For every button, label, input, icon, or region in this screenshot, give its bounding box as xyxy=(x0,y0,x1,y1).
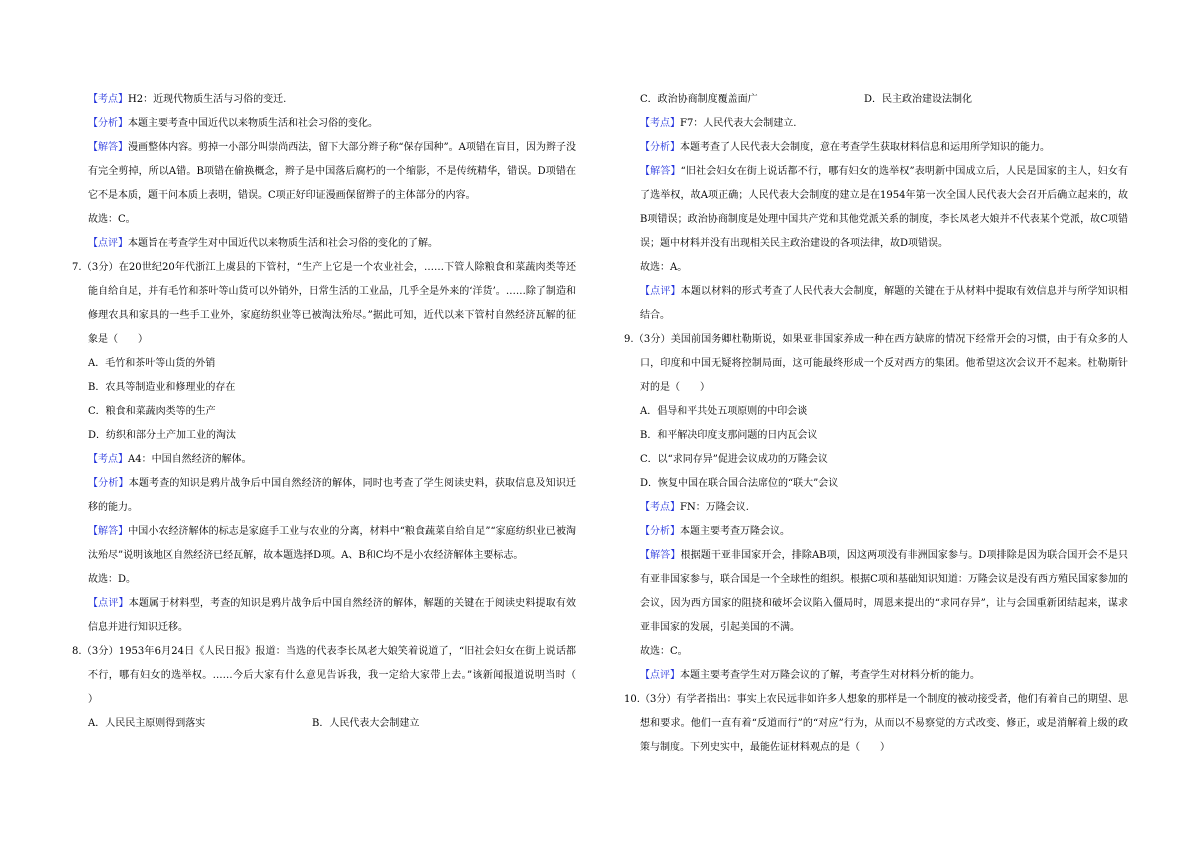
q7-kaodian xyxy=(72,448,576,472)
q8-kaodian xyxy=(624,112,1128,136)
fenxi-tag: 【分析】 xyxy=(640,142,680,153)
q6-jieda xyxy=(72,136,576,208)
q7-answer: 故选：D。 xyxy=(88,574,137,585)
q9-fenxi xyxy=(624,520,1128,544)
q8-options-ab xyxy=(72,712,576,736)
q6-dianping xyxy=(72,232,576,256)
fenxi-tag: 【分析】 xyxy=(88,478,129,489)
q8-stem: 8.（3分）1953年6月24日《人民日报》报道：当选的代表李长凤老大娘笑着说道了，“旧社会妇女在街上说话都不行，哪有妇女的选举权。……今后大家有什么意见告诉我，我一定给大家带上去。”该新闻报道说明当时（ ） xyxy=(72,646,596,705)
kaodian-text: FN：万隆会议. xyxy=(680,502,749,513)
q9-option-a: A．倡导和平共处五项原则的中印会谈 xyxy=(640,406,808,417)
fenxi-text: 本题主要考查中国近代以来物质生活和社会习俗的变化。 xyxy=(128,118,378,129)
q7-jieda xyxy=(72,520,576,568)
jieda-text: 中国小农经济解体的标志是家庭手工业与农业的分离，材料中“粮食蔬菜自给自足”“家庭纺织业已被淘汰殆尽”说明该地区自然经济已经瓦解，故本题选择D项。A、B和C均不是小农经济解体主要标志。 xyxy=(88,526,577,561)
jieda-text: 漫画整体内容。剪掉一小部分叫崇尚西法，留下大部分辫子称“保存国种”。A项错在盲目，因为辫子没有完全剪掉，所以A错。B项错在偷换概念，辫子是中国落后腐朽的一个缩影，不是传统精华，错误。D项错在它不是本质，题干问本质上表明，错误。C项正好印证漫画保留辫子的主体部分的内容。 xyxy=(88,142,576,201)
q6-answer: 故选：C。 xyxy=(88,214,136,225)
fenxi-text: 本题主要考查万隆会议。 xyxy=(680,526,790,537)
q9-kaodian xyxy=(624,496,1128,520)
dianping-tag: 【点评】 xyxy=(640,286,681,297)
kaodian-tag: 【考点】 xyxy=(88,454,128,465)
q9-answer: 故选：C。 xyxy=(640,646,688,657)
q9-jieda xyxy=(624,544,1128,640)
right-column xyxy=(624,88,1128,760)
q7-fenxi xyxy=(72,472,576,520)
q9-option-c: C．以“求同存异”促进会议成功的万隆会议 xyxy=(640,454,828,465)
kaodian-text: H2：近现代物质生活与习俗的变迁. xyxy=(128,94,287,105)
q7-option-b: B．农具等制造业和修理业的存在 xyxy=(88,382,236,393)
q8-dianping xyxy=(624,280,1128,328)
q8-option-d: D．民主政治建设法制化 xyxy=(864,94,973,105)
dianping-text: 本题以材料的形式考查了人民代表大会制度，解题的关键在于从材料中提取有效信息并与所学知识相结合。 xyxy=(640,286,1129,321)
jieda-tag: 【解答】 xyxy=(640,550,681,561)
q9-dianping xyxy=(624,664,1128,688)
jieda-text: 根据题干亚非国家开会，排除AB项，因这两项没有非洲国家参与。D项排除是因为联合国开会不是只有亚非国家参与，联合国是一个全球性的组织。根据C项和基础知识知道：万隆会议是没有西方殖民国家参加的会议，因为西方国家的阻挠和破坏会议陷入僵局时，周恩来提出的“求同存异”，让与会国重新团结起来，谋求亚非国家的发展，引起美国的不满。 xyxy=(640,550,1129,633)
kaodian-tag: 【考点】 xyxy=(88,94,128,105)
kaodian-text: A4：中国自然经济的解体。 xyxy=(128,454,252,465)
q8-option-b: B．人民代表大会制建立 xyxy=(312,718,420,729)
q8-option-c: C．政治协商制度覆盖面广 xyxy=(640,94,758,105)
q6-fenxi xyxy=(72,112,576,136)
q7-option-d: D．纺织和部分土产加工业的淘汰 xyxy=(88,430,237,441)
left-column xyxy=(72,88,596,736)
q8-options-cd xyxy=(624,88,1128,112)
fenxi-tag: 【分析】 xyxy=(640,526,680,537)
jieda-text: “旧社会妇女在街上说话都不行，哪有妇女的选举权”表明新中国成立后，人民是国家的主人，妇女有了选举权，故A项正确；人民代表大会制度的建立是在1954年第一次全国人民代表大会召开后确立起来的，故B项错误；政治协商制度是处理中国共产党和其他党派关系的制度，李长凤老大娘并不代表某个党派，故C项错误；题中材料并没有出现相关民主政治建设的各项法律，故D项错误。 xyxy=(640,166,1128,249)
q9-stem: 9.（3分）美国前国务卿杜勒斯说，如果亚非国家养成一种在西方缺席的情况下经常开会的习惯，由于有众多的人口，印度和中国无疑将控制局面，这可能最终形成一个反对西方的集团。他希望这次会议开不起来。杜勒斯针对的是（ ） xyxy=(624,334,1128,393)
dianping-text: 本题主要考查学生对万隆会议的了解，考查学生对材料分析的能力。 xyxy=(680,670,980,681)
jieda-tag: 【解答】 xyxy=(88,142,129,153)
q7-stem: 7.（3分）在20世纪20年代浙江上虞县的下管村，“生产上它是一个农业社会，……下管人除粮食和菜蔬肉类等还能自给自足，并有毛竹和茶叶等山货可以外销外，日常生活的工业品，几乎全是外来的‘洋货’。……除了制造和修理农具和家具的一些手工业外，家庭纺织业等已被淘汰殆尽。”据此可知，近代以来下管村自然经济瓦解的征象是（ ） xyxy=(72,262,576,345)
fenxi-text: 本题考查的知识是鸦片战争后中国自然经济的解体，同时也考查了学生阅读史料，获取信息及知识迁移的能力。 xyxy=(88,478,577,513)
kaodian-tag: 【考点】 xyxy=(640,118,680,129)
q10-stem: 10.（3分）有学者指出：事实上农民远非如许多人想象的那样是一个制度的被动接受者，他们有着自己的期望、思想和要求。他们一直有着“反道而行”的“对应”行为，从而以不易察觉的方式改变、修正，或是消解着上级的政策与制度。下列史实中，最能佐证材料观点的是（ ） xyxy=(624,694,1128,753)
fenxi-text: 本题考查了人民代表大会制度，意在考查学生获取材料信息和运用所学知识的能力。 xyxy=(680,142,1050,153)
q9-option-b: B．和平解决印度支那问题的日内瓦会议 xyxy=(640,430,818,441)
q7-dianping xyxy=(72,592,576,640)
q8-answer: 故选：A。 xyxy=(640,262,688,273)
q9-option-d: D．恢复中国在联合国合法席位的“联大”会议 xyxy=(640,478,839,489)
q7-option-c: C．粮食和菜蔬肉类等的生产 xyxy=(88,406,216,417)
dianping-tag: 【点评】 xyxy=(640,670,680,681)
dianping-tag: 【点评】 xyxy=(88,238,128,249)
fenxi-tag: 【分析】 xyxy=(88,118,128,129)
q6-kaodian xyxy=(72,88,576,112)
q7-option-a: A．毛竹和茶叶等山货的外销 xyxy=(88,358,216,369)
q8-fenxi xyxy=(624,136,1128,160)
jieda-tag: 【解答】 xyxy=(640,166,681,177)
dianping-text: 本题属于材料型，考查的知识是鸦片战争后中国自然经济的解体，解题的关键在于阅读史料提取有效信息并进行知识迁移。 xyxy=(88,598,577,633)
kaodian-text: F7：人民代表大会制建立. xyxy=(680,118,797,129)
q8-option-a: A．人民民主原则得到落实 xyxy=(88,718,206,729)
dianping-text: 本题旨在考查学生对中国近代以来物质生活和社会习俗的变化的了解。 xyxy=(128,238,438,249)
dianping-tag: 【点评】 xyxy=(88,598,129,609)
q8-jieda xyxy=(624,160,1128,256)
kaodian-tag: 【考点】 xyxy=(640,502,680,513)
jieda-tag: 【解答】 xyxy=(88,526,129,537)
